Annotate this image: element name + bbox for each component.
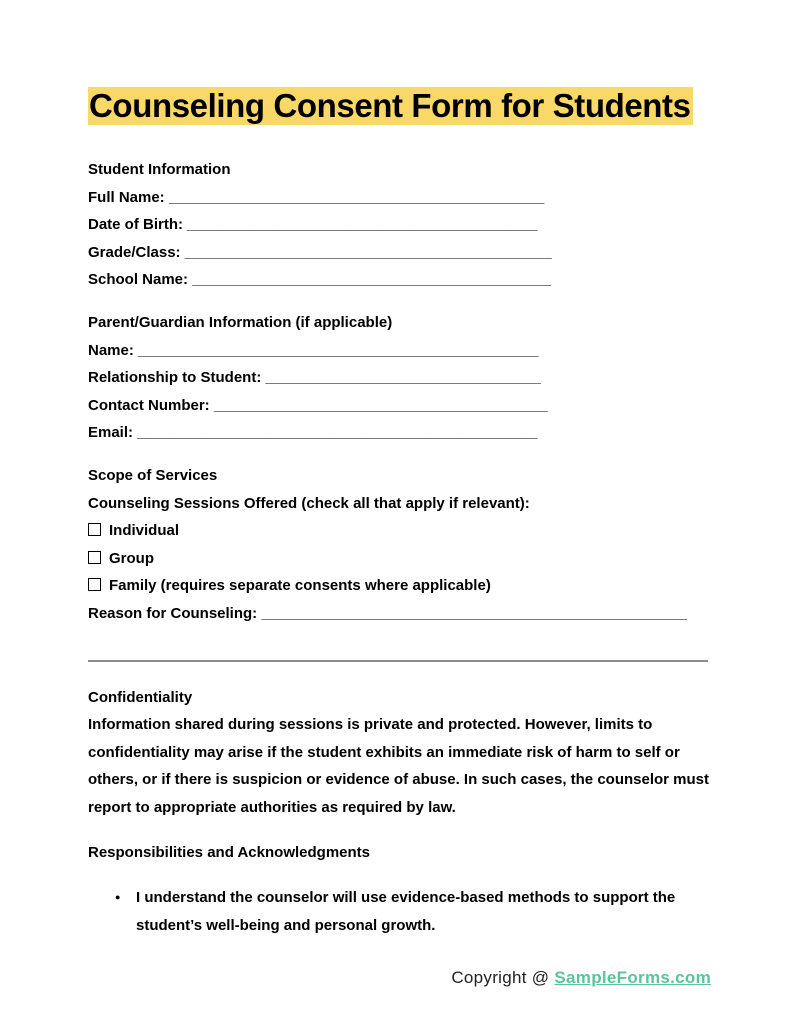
checkbox-row-individual [88,517,711,545]
section-confidentiality [88,684,711,822]
checkbox-icon[interactable] [88,523,101,536]
field-label: Grade/Class: [88,243,181,261]
section-heading: Parent/Guardian Information (if applicable) [88,313,393,331]
field-blank-line[interactable]: __________________________________________ [187,216,538,234]
field-row [88,266,711,294]
field-label: Name: [88,341,134,359]
bullet-list [88,884,711,939]
section-heading: Student Information [88,161,231,178]
section-student-information [88,156,711,294]
field-row [88,211,711,239]
checkbox-label: Individual [109,522,180,540]
checkbox-label: Family (requires separate consents where applicable) [109,577,491,595]
scope-subheading: Counseling Sessions Offered (check all that apply if relevant): [88,494,530,512]
field-blank-line[interactable]: ________________________________________________ [137,424,538,442]
copyright-text: Copyright @ [451,968,555,988]
field-blank-line[interactable]: ____________________________________________ [184,243,552,261]
section-heading: Responsibilities and Acknowledgments [88,844,370,862]
field-label: Email: [88,424,134,442]
field-label: Full Name: [88,188,165,206]
field-row [88,337,711,365]
field-blank-line[interactable]: ________________________________________ [213,396,548,414]
field-label: School Name: [88,271,189,289]
checkbox-icon[interactable] [88,578,101,591]
section-heading: Confidentiality [88,688,193,706]
field-label: Date of Birth: [88,216,183,234]
reason-continuation-line[interactable] [88,660,708,662]
checkbox-row-family [88,572,711,600]
sampleforms-link[interactable]: SampleForms.com [554,968,711,988]
field-row [88,364,711,392]
field-blank-line[interactable]: ___________________________________________ [192,271,551,289]
checkbox-icon[interactable] [88,551,101,564]
field-label: Contact Number: [88,396,210,414]
page-title: Counseling Consent Form for Students [89,87,691,124]
checkbox-label: Group [109,549,154,567]
field-row [88,392,711,420]
field-row [88,419,711,447]
bullet-icon: ● [115,892,121,903]
bullet-text: I understand the counselor will use evidence-based methods to support the student’s well-being and personal growth. [136,889,676,934]
field-label: Reason for Counseling: [88,604,258,622]
field-label: Relationship to Student: [88,369,262,387]
list-item [88,884,711,939]
confidentiality-text: Information shared during sessions is private and protected. However, limits to confidentiality may arise if the student exhibits an immediate risk of harm to self or others, or if there is suspicion or evidence of abuse. In such cases, the counselor must report to appropriate authorities as required by law. [88,716,710,816]
section-heading: Scope of Services [88,466,218,484]
section-responsibilities [88,839,711,939]
field-blank-line[interactable]: ________________________________________________ [138,341,539,359]
field-blank-line[interactable]: ___________________________________________________ [261,604,687,622]
footer [88,964,711,991]
section-scope-of-services [88,462,711,628]
section-parent-guardian [88,309,711,447]
field-row [88,184,711,212]
field-row [88,239,711,267]
field-row-reason [88,600,711,628]
field-blank-line[interactable]: _________________________________ [265,369,541,387]
checkbox-row-group [88,545,711,573]
field-blank-line[interactable]: _____________________________________________ [168,188,545,206]
